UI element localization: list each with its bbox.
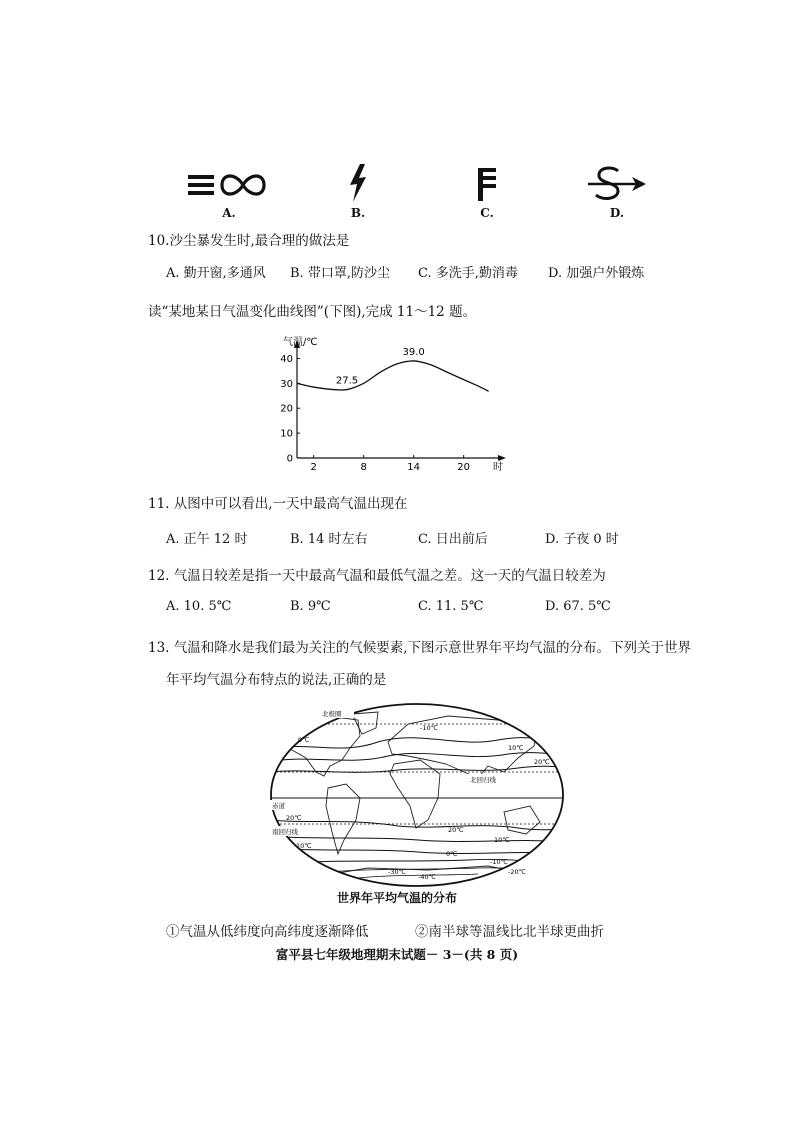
statement-2: ②南半球等温线比北半球更曲折 [415,924,604,940]
question-12-stem: 12. 气温日较差是指一天中最高气温和最低气温之差。这一天的气温日较差为 [148,568,606,584]
chart-x-tick-label: 20 [457,462,471,473]
fog-icon [186,170,272,200]
label-isotherm-s-m30: -30℃ [388,868,406,876]
chart-x-tick-label: 8 [360,462,367,473]
symbol-label-a: A. [222,206,236,220]
label-isotherm-s-m40: -40℃ [418,873,436,881]
question-11-option-c: C. 日出前后 [418,532,488,547]
label-tropic-of-capricorn: 南回归线 [272,828,298,836]
question-11-option-a: A. 正午 12 时 [166,532,248,547]
chart-intro-text: 读“某地某日气温变化曲线图”(下图),完成 11～12 题。 [148,304,477,320]
question-13-stem-line1: 13. 气温和降水是我们最为关注的气候要素,下图示意世界年平均气温的分布。下列关于世界 [148,640,692,656]
wind-flag-icon [474,165,500,203]
map-background [268,702,568,888]
chart-y-label: 气温/℃ [283,337,318,348]
label-isotherm-s-0: 0℃ [446,850,458,858]
statement-1: ①气温从低纬度向高纬度逐渐降低 [166,924,369,940]
chart-y-tick-label: 20 [280,403,293,415]
label-isotherm-s-20: 20℃ [286,814,302,822]
chart-y-tick-label: 30 [280,378,293,390]
label-isotherm-n-0: 0℃ [298,736,310,744]
label-equator: 赤道 [272,802,285,810]
symbol-label-b: B. [350,206,366,220]
question-12-option-d: D. 67. 5℃ [545,599,611,614]
chart-data-label: 39.0 [402,346,425,358]
question-13-stem-line2: 年平均气温分布特点的说法,正确的是 [166,672,387,688]
question-11-stem: 11. 从图中可以看出,一天中最高气温出现在 [148,496,408,512]
temperature-chart [270,330,530,475]
chart-series-line [297,361,489,391]
question-10-option-d: D. 加强户外锻炼 [548,266,645,281]
lightning-icon [345,163,371,203]
chart-x-tick-label: 2 [310,462,317,473]
world-temperature-map [268,702,568,888]
question-12-option-c: C. 11. 5℃ [418,599,484,614]
chart-x-tick-label: 14 [407,462,421,473]
question-11-option-d: D. 子夜 0 时 [545,532,619,547]
chart-y-tick-label: 0 [286,453,293,465]
symbol-label-c: C. [480,206,494,220]
label-isotherm-s-10-east: 10℃ [494,836,510,844]
chart-x-axis-arrow [498,455,506,461]
question-10-stem: 10.沙尘暴发生时,最合理的做法是 [148,233,350,249]
sandstorm-icon [586,165,650,205]
label-tropic-of-cancer: 北回归线 [470,776,496,784]
label-isotherm-n-10-west: -10℃ [420,724,438,732]
label-isotherm-s-m10: -10℃ [490,858,508,866]
label-isotherm-s-m20: -20℃ [508,868,526,876]
question-10-option-c: C. 多洗手,勤消毒 [418,266,518,281]
page-footer: 富平县七年级地理期末试题－ 3－(共 8 页) [275,947,519,962]
label-isotherm-s-20-east: 20℃ [448,826,464,834]
question-12-option-b: B. 9℃ [290,599,331,614]
chart-data-label: 27.5 [335,375,359,387]
label-isotherm-s-10: 10℃ [296,842,312,850]
question-10-option-b: B. 带口罩,防沙尘 [290,266,390,281]
chart-y-tick-label: 40 [280,353,293,365]
label-isotherm-n-10: 10℃ [508,744,524,752]
map-caption: 世界年平均气温的分布 [336,891,457,905]
chart-x-label: 时 [493,462,503,473]
question-10-option-a: A. 勤开窗,多通风 [166,266,266,281]
label-isotherm-n-20: 20℃ [534,758,550,766]
question-11-option-b: B. 14 时左右 [290,532,368,547]
chart-y-tick-label: 10 [280,428,293,440]
question-12-option-a: A. 10. 5℃ [166,599,232,614]
label-arctic-circle: 北极圈 [322,710,342,718]
symbol-label-d: D. [609,206,625,220]
